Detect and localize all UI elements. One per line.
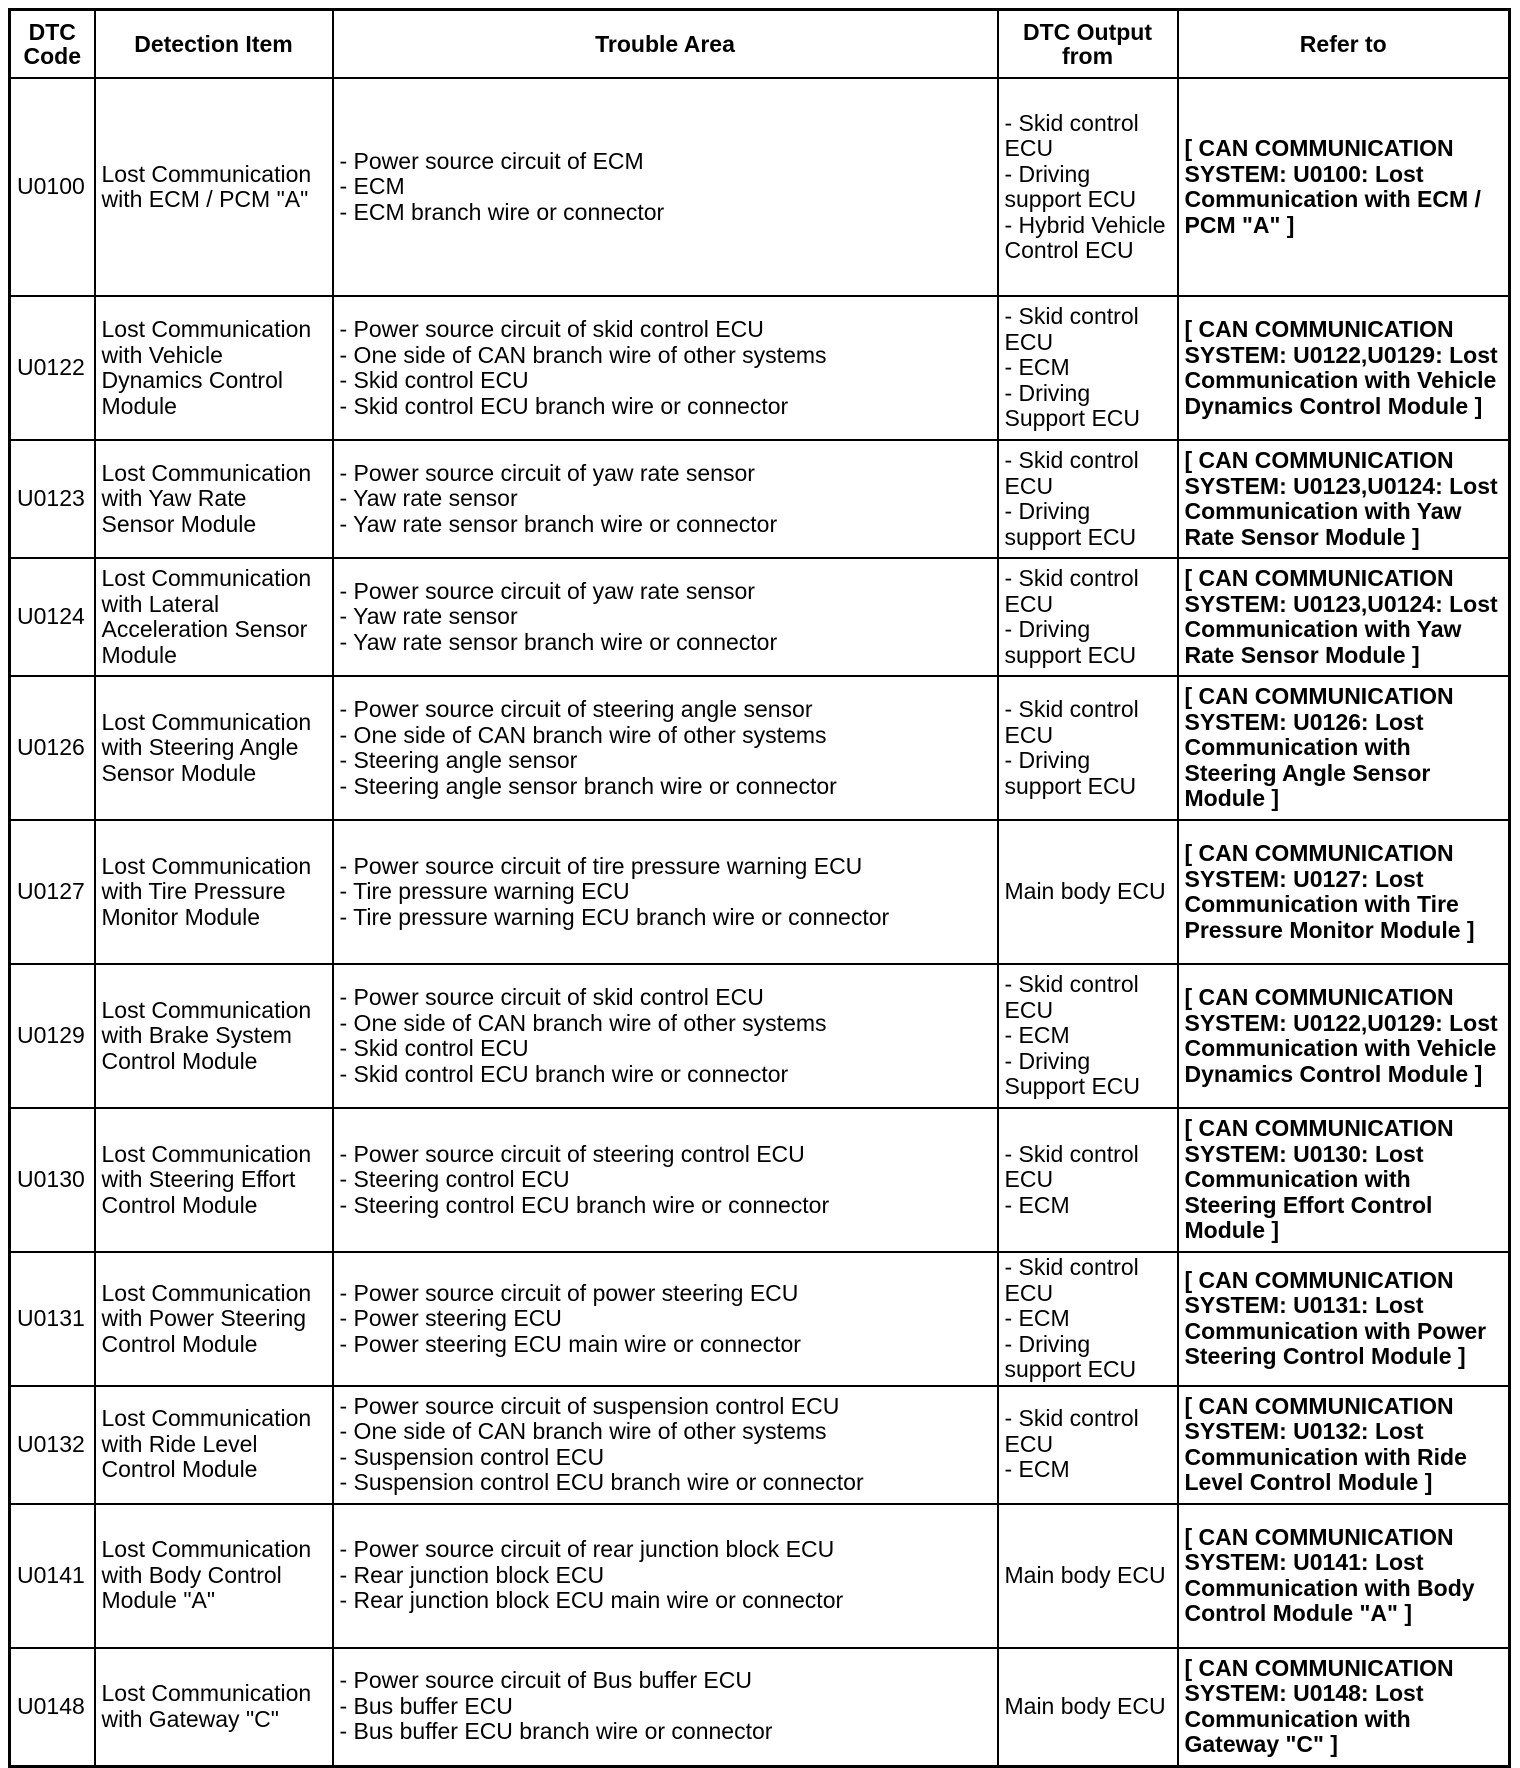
refer-to-cell: [ CAN COMMUNICATION SYSTEM: U0132: Lost Communication with Ride Level Control Module ]: [1178, 1386, 1510, 1504]
trouble-area-line: - Skid control ECU: [339, 1035, 529, 1061]
detection-item-cell: Lost Communication with Power Steering Control Module: [95, 1252, 333, 1386]
refer-to-cell: [ CAN COMMUNICATION SYSTEM: U0141: Lost Communication with Body Control Module "A" ]: [1178, 1504, 1510, 1648]
table-row: [10, 1386, 1510, 1504]
table-row: [10, 296, 1510, 440]
trouble-area-line: - Power source circuit of rear junction block ECU: [339, 1536, 835, 1563]
trouble-area-cell: [333, 1648, 998, 1767]
trouble-area-line: - Yaw rate sensor branch wire or connector: [339, 628, 778, 655]
detection-item-cell: Lost Communication with Vehicle Dynamics Control Module: [95, 296, 333, 440]
dtc-code-cell: U0141: [10, 1504, 95, 1648]
trouble-area-line: - Skid control ECU branch wire or connector: [339, 392, 789, 419]
trouble-area-line: - Power steering ECU main wire or connector: [339, 1330, 801, 1357]
refer-to-cell: [ CAN COMMUNICATION SYSTEM: U0100: Lost Communication with ECM / PCM "A" ]: [1178, 78, 1510, 296]
output-from-cell: [998, 964, 1178, 1108]
trouble-area-cell: [333, 78, 998, 296]
output-from-line: - Driving support ECU: [1004, 616, 1137, 668]
dtc-code-cell: U0123: [10, 440, 95, 558]
output-from-cell: [998, 296, 1178, 440]
detection-item-cell: Lost Communication with Lateral Acceleration Sensor Module: [95, 558, 333, 676]
trouble-area-line: - One side of CAN branch wire of other systems: [339, 1009, 827, 1036]
output-from-line: - Skid control ECU: [1004, 971, 1139, 1023]
refer-to-cell: [ CAN COMMUNICATION SYSTEM: U0127: Lost Communication with Tire Pressure Monitor Module ]: [1178, 820, 1510, 964]
dtc-code-cell: U0129: [10, 964, 95, 1108]
output-from-line: - ECM: [1004, 1022, 1070, 1049]
output-from-line: - Skid control ECU: [1004, 565, 1139, 617]
output-from-cell: [998, 440, 1178, 558]
output-from-line: - Driving support ECU: [1004, 498, 1137, 550]
output-from-line: - Driving support ECU: [1004, 160, 1137, 212]
trouble-area-line: - Power source circuit of yaw rate sensor: [339, 459, 755, 486]
refer-to-cell: [ CAN COMMUNICATION SYSTEM: U0122,U0129: Lost Communication with Vehicle Dynamics Control Module ]: [1178, 964, 1510, 1108]
table-row: [10, 1648, 1510, 1767]
header-detection-item: Detection Item: [95, 10, 333, 79]
table-row: [10, 558, 1510, 676]
output-from-line: - Skid control ECU: [1004, 109, 1139, 161]
trouble-area-line: - Power source circuit of tire pressure warning ECU: [339, 852, 863, 879]
output-from-line: - Skid control ECU: [1004, 303, 1139, 355]
trouble-area-line: - Power source circuit of steering control ECU: [339, 1140, 805, 1167]
output-from-cell: [998, 558, 1178, 676]
table-row: [10, 676, 1510, 820]
refer-to-cell: [ CAN COMMUNICATION SYSTEM: U0131: Lost Communication with Power Steering Control Module ]: [1178, 1252, 1510, 1386]
trouble-area-cell: [333, 296, 998, 440]
dtc-table: [8, 8, 1511, 1768]
trouble-area-cell: [333, 820, 998, 964]
trouble-area-line: - Power source circuit of power steering ECU: [339, 1279, 799, 1306]
table-row: [10, 820, 1510, 964]
table-row: [10, 440, 1510, 558]
detection-item-cell: Lost Communication with Tire Pressure Monitor Module: [95, 820, 333, 964]
dtc-code-cell: U0127: [10, 820, 95, 964]
detection-item-cell: Lost Communication with Yaw Rate Sensor Module: [95, 440, 333, 558]
table-body: [10, 78, 1510, 1766]
output-from-cell: [998, 1252, 1178, 1386]
trouble-area-line: - Power source circuit of steering angle sensor: [339, 696, 813, 722]
header-refer-to: Refer to: [1178, 10, 1510, 79]
detection-item-cell: Lost Communication with Steering Effort Control Module: [95, 1108, 333, 1252]
detection-item-cell: Lost Communication with Brake System Control Module: [95, 964, 333, 1108]
trouble-area-line: - Steering control ECU: [339, 1166, 570, 1193]
trouble-area-line: - Yaw rate sensor branch wire or connector: [339, 510, 778, 537]
output-from-line: - Skid control ECU: [1004, 1254, 1139, 1306]
refer-to-cell: [ CAN COMMUNICATION SYSTEM: U0148: Lost Communication with Gateway "C" ]: [1178, 1648, 1510, 1767]
output-from-cell: [998, 78, 1178, 296]
trouble-area-line: - Rear junction block ECU: [339, 1561, 605, 1588]
trouble-area-cell: [333, 558, 998, 676]
trouble-area-cell: [333, 1108, 998, 1252]
detection-item-cell: Lost Communication with Steering Angle Sensor Module: [95, 676, 333, 820]
output-from-line: - Skid control ECU: [1004, 696, 1139, 748]
header-row: [10, 10, 1510, 79]
detection-item-cell: Lost Communication with Ride Level Control Module: [95, 1386, 333, 1504]
output-from-line: - Driving support ECU: [1004, 1330, 1137, 1382]
detection-item-cell: Lost Communication with Gateway "C": [95, 1648, 333, 1767]
dtc-code-cell: U0124: [10, 558, 95, 676]
trouble-area-line: - Power source circuit of Bus buffer ECU: [339, 1667, 752, 1694]
output-from-line: - Driving support ECU: [1004, 747, 1137, 799]
dtc-code-cell: U0132: [10, 1386, 95, 1504]
dtc-code-cell: U0130: [10, 1108, 95, 1252]
trouble-area-line: - Yaw rate sensor: [339, 485, 518, 512]
header-trouble-area: Trouble Area: [333, 10, 998, 79]
table-row: [10, 964, 1510, 1108]
trouble-area-line: - Power source circuit of yaw rate sensor: [339, 577, 755, 604]
output-from-line: - Driving Support ECU: [1004, 1047, 1141, 1100]
detection-item-cell: Lost Communication with Body Control Module "A": [95, 1504, 333, 1648]
output-from-line: Main body ECU: [1004, 1692, 1166, 1719]
output-from-line: Main body ECU: [1004, 878, 1166, 905]
trouble-area-cell: [333, 1386, 998, 1504]
output-from-cell: [998, 676, 1178, 820]
output-from-cell: [998, 820, 1178, 964]
output-from-line: Main body ECU: [1004, 1561, 1166, 1588]
output-from-cell: [998, 1108, 1178, 1252]
trouble-area-line: - Power source circuit of ECM: [339, 147, 644, 174]
trouble-area-line: - Suspension control ECU: [339, 1443, 605, 1470]
table-row: [10, 78, 1510, 296]
output-from-line: - Driving Support ECU: [1004, 379, 1141, 432]
output-from-line: - ECM: [1004, 1191, 1070, 1218]
trouble-area-line: - Bus buffer ECU branch wire or connector: [339, 1718, 773, 1745]
trouble-area-line: - Power source circuit of suspension control ECU: [339, 1392, 840, 1419]
output-from-cell: [998, 1648, 1178, 1767]
trouble-area-cell: [333, 1504, 998, 1648]
table-header: [10, 10, 1510, 79]
trouble-area-cell: [333, 440, 998, 558]
table-row: [10, 1252, 1510, 1386]
trouble-area-line: - Steering angle sensor: [339, 747, 578, 773]
trouble-area-line: - Bus buffer ECU: [339, 1692, 513, 1719]
trouble-area-cell: [333, 676, 998, 820]
refer-to-cell: [ CAN COMMUNICATION SYSTEM: U0123,U0124: Lost Communication with Yaw Rate Sensor Module ]: [1178, 558, 1510, 676]
trouble-area-line: - Power source circuit of skid control ECU: [339, 316, 764, 342]
trouble-area-line: - ECM branch wire or connector: [339, 198, 665, 225]
trouble-area-line: - Yaw rate sensor: [339, 603, 518, 630]
output-from-line: - Hybrid Vehicle Control ECU: [1004, 211, 1166, 263]
trouble-area-line: - Steering control ECU branch wire or connector: [339, 1191, 830, 1218]
dtc-code-cell: U0148: [10, 1648, 95, 1767]
trouble-area-line: - Power steering ECU: [339, 1305, 562, 1331]
trouble-area-cell: [333, 964, 998, 1108]
refer-to-cell: [ CAN COMMUNICATION SYSTEM: U0126: Lost Communication with Steering Angle Sensor Module ]: [1178, 676, 1510, 820]
dtc-code-cell: U0122: [10, 296, 95, 440]
dtc-code-cell: U0126: [10, 676, 95, 820]
trouble-area-line: - One side of CAN branch wire of other systems: [339, 1418, 827, 1444]
table-row: [10, 1108, 1510, 1252]
trouble-area-line: - Tire pressure warning ECU: [339, 878, 630, 905]
trouble-area-cell: [333, 1252, 998, 1386]
header-output-from: DTC Output from: [998, 10, 1178, 79]
output-from-line: - Skid control ECU: [1004, 447, 1139, 499]
trouble-area-line: - One side of CAN branch wire of other systems: [339, 721, 827, 748]
trouble-area-line: - Rear junction block ECU main wire or connector: [339, 1587, 844, 1614]
dtc-code-cell: U0131: [10, 1252, 95, 1386]
output-from-line: - ECM: [1004, 1305, 1070, 1331]
trouble-area-line: - ECM: [339, 173, 405, 200]
refer-to-cell: [ CAN COMMUNICATION SYSTEM: U0122,U0129: Lost Communication with Vehicle Dynamics Control Module ]: [1178, 296, 1510, 440]
table-row: [10, 1504, 1510, 1648]
output-from-line: - ECM: [1004, 1456, 1070, 1483]
trouble-area-line: - Suspension control ECU branch wire or connector: [339, 1469, 864, 1495]
trouble-area-line: - Skid control ECU branch wire or connector: [339, 1060, 789, 1087]
trouble-area-line: - Tire pressure warning ECU branch wire or connector: [339, 903, 890, 930]
detection-item-cell: Lost Communication with ECM / PCM "A": [95, 78, 333, 296]
trouble-area-line: - Steering angle sensor branch wire or connector: [339, 772, 837, 799]
trouble-area-line: - Skid control ECU: [339, 367, 529, 393]
refer-to-cell: [ CAN COMMUNICATION SYSTEM: U0123,U0124: Lost Communication with Yaw Rate Sensor Module ]: [1178, 440, 1510, 558]
header-dtc-code: DTC Code: [10, 10, 95, 79]
output-from-cell: [998, 1504, 1178, 1648]
refer-to-cell: [ CAN COMMUNICATION SYSTEM: U0130: Lost Communication with Steering Effort Control Module ]: [1178, 1108, 1510, 1252]
output-from-line: - Skid control ECU: [1004, 1405, 1139, 1457]
trouble-area-line: - One side of CAN branch wire of other systems: [339, 341, 827, 368]
output-from-line: - Skid control ECU: [1004, 1140, 1139, 1193]
dtc-code-cell: U0100: [10, 78, 95, 296]
output-from-line: - ECM: [1004, 354, 1070, 381]
trouble-area-line: - Power source circuit of skid control ECU: [339, 984, 764, 1010]
output-from-cell: [998, 1386, 1178, 1504]
